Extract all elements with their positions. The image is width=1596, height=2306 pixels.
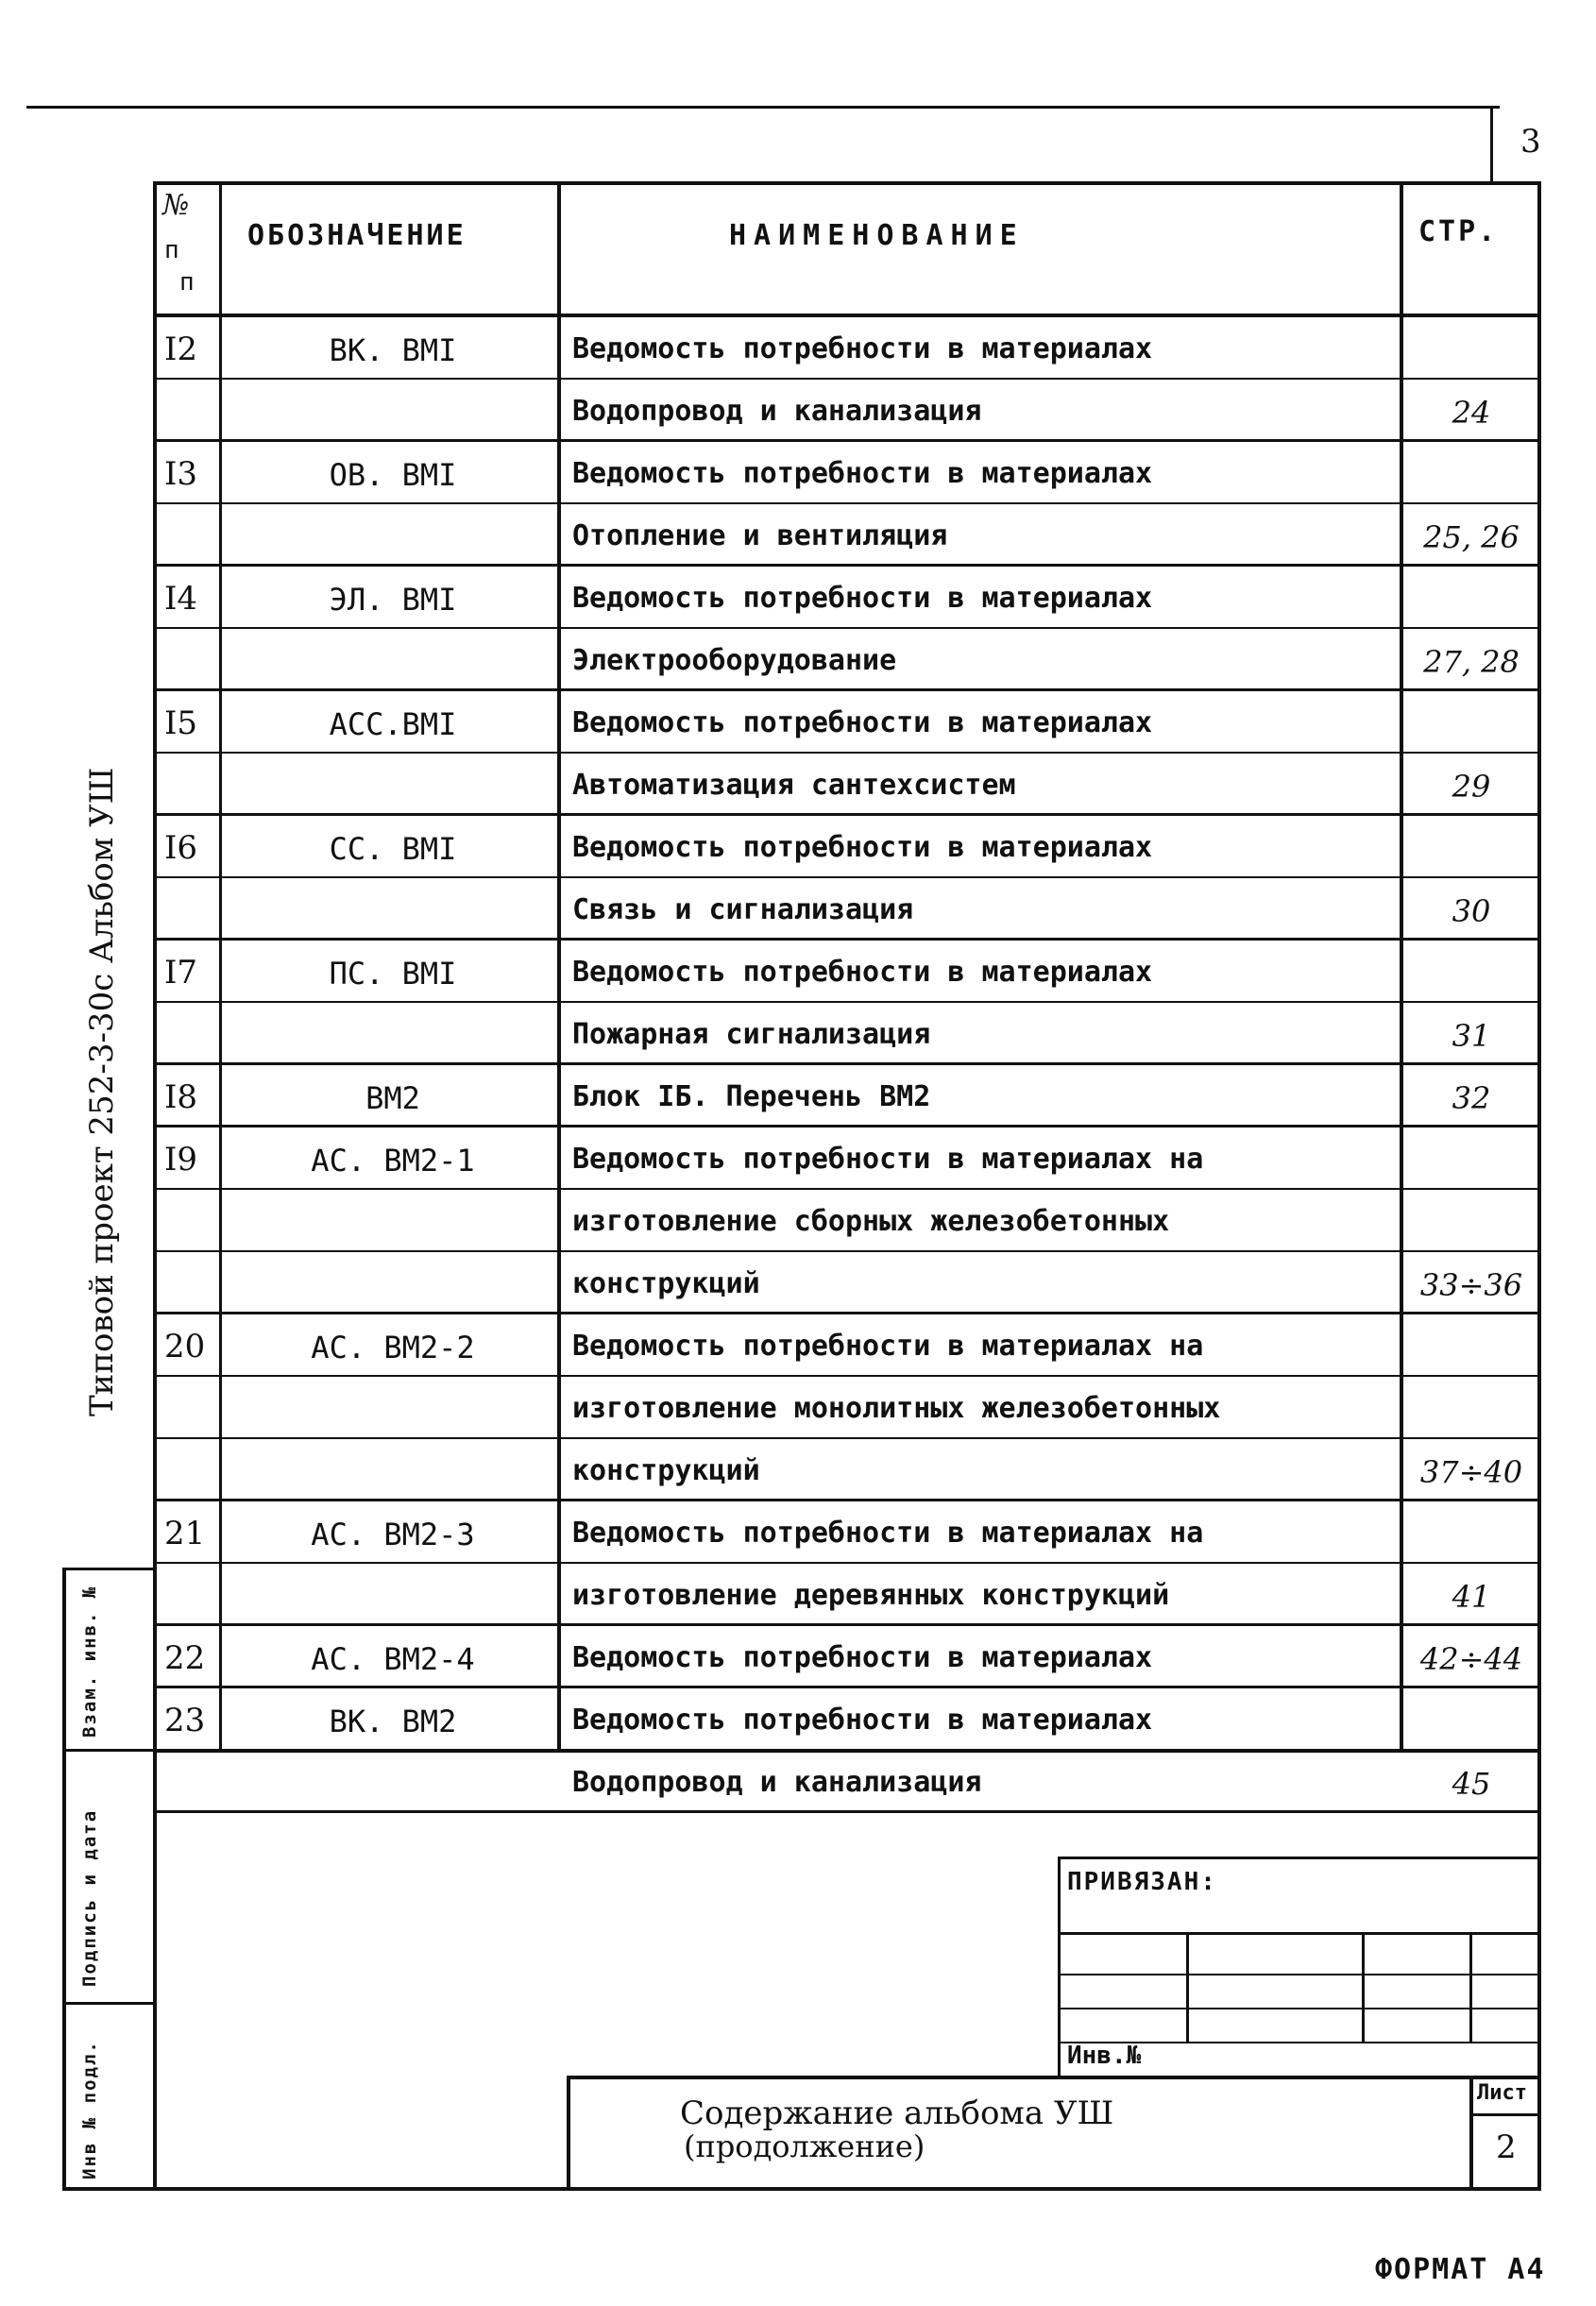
row-designation: ВМ2 <box>365 1080 420 1116</box>
row-number: 22 <box>164 1639 206 1677</box>
header-no-p2: п <box>179 268 195 297</box>
row-name-line: Ведомость потребности в материалах <box>572 332 1153 365</box>
row-name-line: Ведомость потребности в материалах <box>572 1704 1153 1737</box>
table-bottom-rule <box>153 1749 1541 1753</box>
side-strip-div2 <box>62 2002 153 2005</box>
row-name-line: Отопление и вентиляция <box>572 519 948 552</box>
row-designation: ОВ. ВМI <box>329 457 457 493</box>
row-number: I7 <box>164 954 198 992</box>
row-designation: ВК. ВМI <box>329 332 457 368</box>
row-name-line: Ведомость потребности в материалах <box>572 831 1153 864</box>
row-designation: АС. ВМ2-1 <box>311 1143 475 1178</box>
row-page: 41 <box>1452 1579 1491 1615</box>
format-label: ФОРМАТ А4 <box>1375 2253 1546 2286</box>
lower-frame-left <box>153 1749 157 2191</box>
inv-no-label: Инв.№ <box>1067 2042 1142 2070</box>
top-corner-rule <box>1490 106 1493 181</box>
row-name-line: изготовление деревянных конструкций <box>572 1579 1170 1612</box>
row-page: 24 <box>1452 395 1491 431</box>
privyazan-label: ПРИВЯЗАН: <box>1067 1868 1217 1896</box>
row-name-line: изготовление монолитных железобетонных <box>572 1392 1221 1425</box>
list-value: 2 <box>1496 2128 1517 2166</box>
side-stamp-vzam: Взам. инв. № <box>79 1585 100 1738</box>
row-page: 33÷36 <box>1419 1267 1523 1303</box>
row-designation: АС. ВМ2-3 <box>311 1517 475 1552</box>
row-name-line: Ведомость потребности в материалах на <box>572 1517 1204 1550</box>
row-number: I5 <box>164 704 198 742</box>
stamp-title-line1: Содержание альбома УШ <box>680 2094 1114 2132</box>
row-number: I4 <box>164 580 198 618</box>
table-row <box>153 691 1541 816</box>
table-row <box>153 1065 1541 1128</box>
row-name-line: конструкций <box>572 1454 760 1487</box>
row-page: 27, 28 <box>1423 644 1520 680</box>
row-name-line: Ведомость потребности в материалах <box>572 457 1153 490</box>
table-row <box>153 1501 1541 1626</box>
row-page: 32 <box>1452 1080 1491 1116</box>
row-name-line: Ведомость потребности в материалах <box>572 956 1153 989</box>
row-number: 21 <box>164 1515 206 1552</box>
row-designation: ЭЛ. ВМI <box>329 582 457 618</box>
header-no-p1: п <box>164 236 179 264</box>
row-number: I9 <box>164 1141 198 1178</box>
row-designation: ПС. ВМI <box>329 956 457 992</box>
side-project-title: Типовой проект 252-3-30с Альбом УШ <box>83 767 121 1416</box>
row-name-line: Ведомость потребности в материалах на <box>572 1143 1204 1176</box>
table-row <box>153 442 1541 567</box>
table-row <box>153 1626 1541 1688</box>
row-name-line: Блок IБ. Перечень ВМ2 <box>572 1080 931 1113</box>
row-name-line: Пожарная сигнализация <box>572 1018 931 1051</box>
table-row <box>153 567 1541 691</box>
privyazan-block <box>1058 1857 1541 2076</box>
row-name-line: Электрооборудование <box>572 644 897 677</box>
table-row <box>153 317 1541 442</box>
row-number: 23 <box>164 1702 206 1739</box>
row-name-line: Автоматизация сантехсистем <box>572 769 1016 802</box>
row-name-line: конструкций <box>572 1267 760 1300</box>
row-page: 25, 26 <box>1423 519 1520 555</box>
row-designation: АС. ВМ2-4 <box>311 1641 475 1677</box>
side-strip-left <box>62 1568 66 2191</box>
row-number: I2 <box>164 331 198 368</box>
table-row <box>153 1128 1541 1314</box>
row-name-line: Ведомость потребности в материалах на <box>572 1330 1204 1363</box>
row-page: 42÷44 <box>1419 1641 1523 1677</box>
row-designation: ВК. ВМ2 <box>329 1704 457 1739</box>
row-number: I6 <box>164 829 198 867</box>
row-designation: АСС.ВМI <box>329 706 457 742</box>
top-rule <box>26 106 1500 109</box>
stamp-title-line2: (продолжение) <box>684 2128 925 2164</box>
row-designation: АС. ВМ2-2 <box>311 1330 475 1365</box>
table-row <box>153 816 1541 941</box>
header-name: НАИМЕНОВАНИЕ <box>729 219 1025 252</box>
row-page: 31 <box>1452 1018 1491 1054</box>
row-page: 29 <box>1452 769 1491 805</box>
row-name-line: Ведомость потребности в материалах <box>572 582 1153 615</box>
sheet-number-top: 3 <box>1520 123 1541 161</box>
side-stamp-inv-podl: Инв № подл. <box>79 2040 100 2179</box>
row-name-line: изготовление сборных железобетонных <box>572 1205 1170 1238</box>
row-name-line: Водопровод и канализация <box>572 395 982 428</box>
row-page: 30 <box>1452 893 1491 929</box>
side-strip-div1 <box>62 1749 153 1752</box>
row-number: I3 <box>164 455 198 493</box>
header-page: СТР. <box>1418 215 1499 248</box>
row-number: I8 <box>164 1078 198 1116</box>
title-stamp <box>567 2076 1541 2191</box>
contents-table <box>153 181 1541 1813</box>
row-name-line: Водопровод и канализация <box>572 1766 982 1799</box>
list-label: Лист <box>1477 2081 1527 2105</box>
side-strip-top <box>62 1568 153 1570</box>
row-name-line: Ведомость потребности в материалах <box>572 1641 1153 1674</box>
row-name-line: Связь и сигнализация <box>572 893 914 926</box>
row-page: 37÷40 <box>1419 1454 1523 1490</box>
row-designation: СС. ВМI <box>329 831 457 867</box>
side-stamp-podpis: Подпись и дата <box>79 1808 100 1987</box>
row-name-line: Ведомость потребности в материалах <box>572 706 1153 739</box>
header-designation: ОБОЗНАЧЕНИЕ <box>247 219 467 252</box>
table-row <box>153 941 1541 1065</box>
row-page: 45 <box>1452 1766 1491 1802</box>
table-row <box>153 1314 1541 1501</box>
header-no: № <box>162 189 190 222</box>
row-number: 20 <box>164 1328 206 1365</box>
